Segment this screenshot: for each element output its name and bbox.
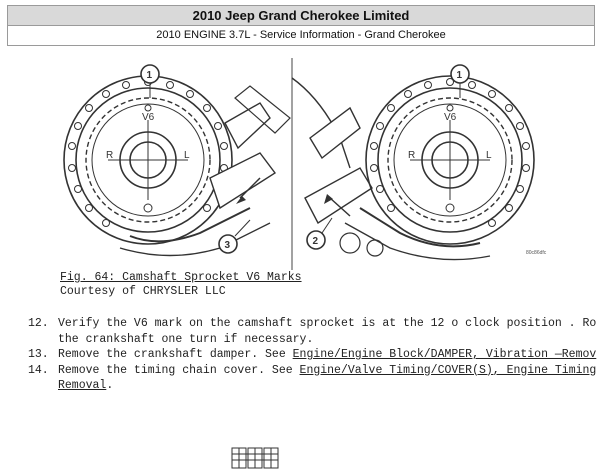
figure-caption xyxy=(60,271,302,299)
step-text-continued: the crankshaft one turn if necessary. xyxy=(58,332,314,346)
right-v6-mark: V6 xyxy=(444,112,457,123)
step-text: Remove the crankshaft damper. See xyxy=(58,348,293,361)
callout-3: 3 xyxy=(224,240,231,251)
left-v6-mark: V6 xyxy=(142,112,155,123)
right-sprocket-illustration xyxy=(292,65,547,260)
caption-title: Fig. 64: Camshaft Sprocket V6 Marks xyxy=(60,271,302,284)
callout-1-right: 1 xyxy=(456,70,463,81)
right-l-mark: L xyxy=(486,150,492,161)
document-title: 2010 Jeep Grand Cherokee Limited xyxy=(7,5,595,26)
timing-chain-cover-link-continued[interactable]: Removal xyxy=(58,379,107,392)
procedure-steps xyxy=(0,316,603,394)
right-r-mark: R xyxy=(408,150,416,161)
left-r-mark: R xyxy=(106,150,114,161)
figure-code: 80c86dfc xyxy=(526,250,547,256)
document-subtitle: 2010 ENGINE 3.7L - Service Information - Grand Cherokee xyxy=(7,26,595,46)
camshaft-sprocket-figure xyxy=(60,58,600,270)
step-text-tail: . xyxy=(106,379,114,392)
timing-chain-cover-link[interactable]: Engine/Valve Timing/COVER(S), Engine Timing xyxy=(299,363,597,377)
callout-2: 2 xyxy=(312,236,319,247)
step-12 xyxy=(0,316,603,347)
step-number: 13. xyxy=(28,348,49,361)
callout-1-left: 1 xyxy=(146,70,153,81)
caption-credit: Courtesy of CHRYSLER LLC xyxy=(60,285,226,298)
step-text: Remove the timing chain cover. See xyxy=(58,363,300,377)
step-number: 12. xyxy=(28,317,49,330)
left-l-mark: L xyxy=(184,150,190,161)
step-text: Verify the V6 mark on the camshaft sprocket is at the 12 o clock position . Ro xyxy=(58,317,597,330)
step-13 xyxy=(0,347,603,363)
step-14 xyxy=(0,363,603,394)
crankshaft-damper-link[interactable]: Engine/Engine Block/DAMPER, Vibration —Remov xyxy=(292,348,597,361)
next-figure-fragment xyxy=(228,444,298,471)
left-sprocket-illustration xyxy=(64,65,290,256)
step-number: 14. xyxy=(28,363,49,377)
